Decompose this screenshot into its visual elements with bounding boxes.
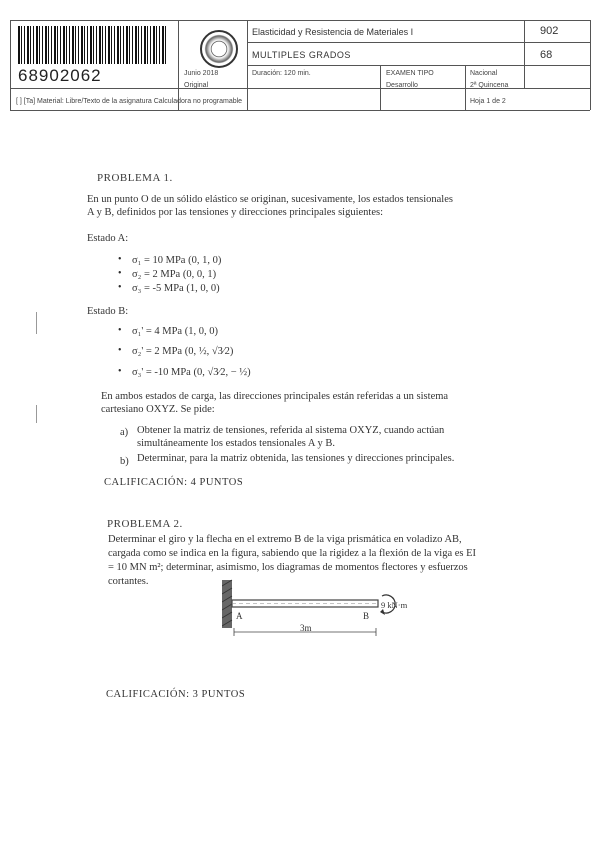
- exam-date: Junio 2018: [184, 70, 219, 77]
- bullet: •: [118, 268, 122, 279]
- problem-1-intro-line-2: A y B, definidos por las tensiones y direcciones principales siguientes:: [87, 207, 383, 218]
- state-a-stress-2: σ₂ = 2 MPa (0, 0, 1): [132, 269, 217, 280]
- exam-type: MULTIPLES GRADOS: [252, 50, 351, 60]
- bullet: •: [118, 366, 122, 377]
- problem-2-line-2: cargada como se indica en la figura, sabiendo que la rigidez a la flexión de la viga es EI: [108, 548, 477, 559]
- state-b-stress-3: σ₃' = -10 MPa (0, √3⁄2, − ½): [132, 367, 251, 378]
- task-a-mark: a): [120, 427, 129, 438]
- problem-2-line-3: = 10 MN m²; determinar, asimismo, los diagramas de momentos flectores y esfuerzos: [108, 562, 468, 573]
- state-b-label: Estado B:: [87, 306, 129, 317]
- exam-version: Original: [184, 82, 209, 89]
- problem-2-line-4: cortantes.: [108, 576, 149, 587]
- length-label: 3m: [300, 623, 312, 633]
- bullet: •: [118, 282, 122, 293]
- barcode-image: [18, 26, 166, 64]
- problem-2-title: PROBLEMA 2.: [107, 518, 183, 530]
- bullet: •: [118, 325, 122, 336]
- moment-label: 9 kN·m: [381, 600, 408, 610]
- exam-model: EXAMEN TIPO: [386, 70, 434, 77]
- state-a-stress-1: σ₁ = 10 MPa (0, 1, 0): [132, 255, 222, 266]
- exam-number: 68: [540, 49, 553, 61]
- task-b-line-1: Determinar, para la matriz obtenida, las tensiones y direcciones principales.: [137, 453, 455, 464]
- problem-1-note-line-1: En ambos estados de carga, las direcciones principales están referidas a un sistema: [101, 391, 449, 402]
- exam-scope: Nacional: [470, 70, 498, 77]
- scan-mark: [36, 405, 37, 423]
- problem-1-note-line-2: cartesiano OXYZ. Se pide:: [101, 404, 215, 415]
- task-a-line-2: simultáneamente los estados tensionales A y B.: [137, 438, 336, 449]
- material-note: [ ] [Ta] Material: Libre/Texto de la asignatura Calculadora no programable: [16, 98, 243, 105]
- barcode-number: 68902062: [18, 66, 102, 85]
- problem-1-title: PROBLEMA 1.: [97, 172, 173, 184]
- bullet: •: [118, 345, 122, 356]
- problem-1-score: CALIFICACIÓN: 4 PUNTOS: [104, 477, 244, 488]
- problem-1-intro-line-1: En un punto O de un sólido elástico se originan, sucesivamente, los estados tensionales: [87, 194, 453, 205]
- problem-2-score: CALIFICACIÓN: 3 PUNTOS: [106, 689, 246, 700]
- cantilever-beam-figure: [222, 578, 402, 640]
- sheet-number: Hoja 1 de 2: [470, 98, 506, 105]
- state-a-stress-3: σ₃ = -5 MPa (1, 0, 0): [132, 283, 220, 294]
- university-seal-logo: [200, 30, 238, 68]
- subject-code: 902: [540, 25, 559, 37]
- label-a: A: [236, 611, 243, 621]
- state-b-stress-1: σ₁' = 4 MPa (1, 0, 0): [132, 326, 218, 337]
- problem-2-line-1: Determinar el giro y la flecha en el extremo B de la viga prismática en voladizo AB,: [108, 534, 462, 545]
- exam-model-sub: Desarrollo: [386, 82, 418, 89]
- exam-duration: Duración: 120 min.: [252, 70, 311, 77]
- scan-mark: [36, 312, 37, 334]
- task-a-line-1: Obtener la matriz de tensiones, referida al sistema OXYZ, cuando actúan: [137, 425, 445, 436]
- bullet: •: [118, 254, 122, 265]
- label-b: B: [363, 611, 370, 621]
- state-a-label: Estado A:: [87, 233, 129, 244]
- subject-name: Elasticidad y Resistencia de Materiales I: [252, 27, 414, 37]
- task-b-mark: b): [120, 456, 129, 467]
- exam-term: 2ª Quincena: [470, 82, 509, 89]
- state-b-stress-2: σ₂' = 2 MPa (0, ½, √3⁄2): [132, 346, 234, 357]
